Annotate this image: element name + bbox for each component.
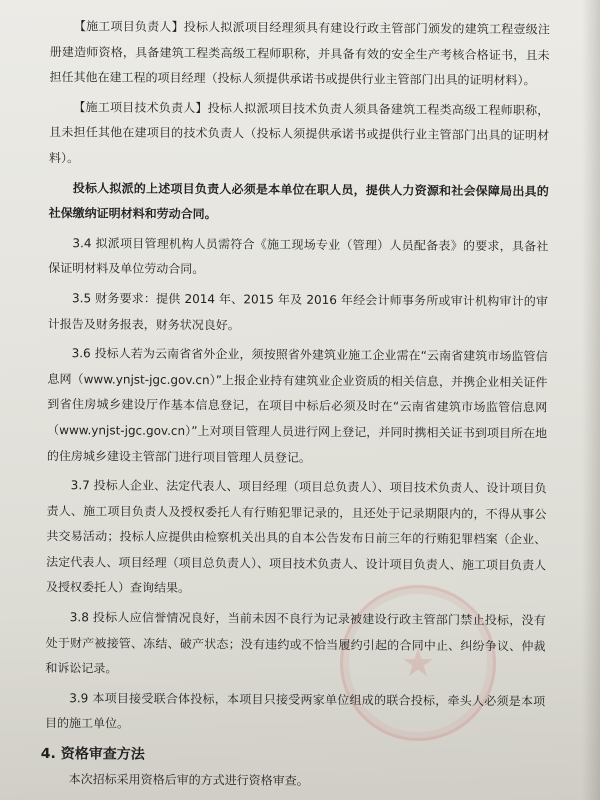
- paragraph-clause-3-9: 3.9 本项目接受联合体投标，本项目只接受两家单位组成的联合投标，牵头人必须是本项目的施工单位。: [44, 690, 546, 732]
- paragraph-clause-3-8: 3.8 投标人应信誉情况良好，当前未因不良行为记录被建设行政主管部门禁止投标，没有处于财产被接管、冻结、破产状态；没有违约或不恰当履约引起的合同中止、纠纷争议、仲裁和诉讼记录。: [45, 610, 546, 676]
- seal-star-icon: ★: [400, 641, 436, 685]
- paragraph-clause-3-4: 3.4 拟派项目管理机构人员需符合《施工现场专业（管理）人员配备表》的要求，具备社保证明材料及单位劳动合同。: [48, 235, 549, 277]
- paragraph-clause-3-6: 3.6 投标人若为云南省省外企业，须按照省外建筑业施工企业需在“云南省建筑市场监管信息网（www.ynjst-jgc.gov.cn）”上报企业持有建筑业企业资质的相关信息，并携企业相关证件到省住房城乡建设厅作基本信息登记，在项目中标后必须及时在“云南省建筑市场监管信息网（www.ynjst-jgc.gov.cn）”上对项目管理人员进行网上登记，并同时携相关证书到项目所在地的住房城乡建设主管部门进行项目管理人员登记。: [46, 346, 548, 465]
- section-heading-qualification-review: 4. 资格审查方法: [40, 745, 145, 763]
- paragraph-clause-3-5: 3.5 财务要求：提供 2014 年、2015 年及 2016 年经会计师事务所或审计机构审计的审计报告及财务报表，财务状况良好。: [47, 291, 549, 332]
- paragraph-clause-3-7: 3.7 投标人企业、法定代表人、项目经理（项目总负责人）、项目技术负责人、设计项目负责人、施工项目负责人及授权委托人有行贿犯罪记录的，且还处于记录期限内的，不得从事公共交易活动；投标人应提供由检察机关出具的自本公告发布日前三年的行贿犯罪档案（企业、法定代表人、项目经理（项目总负责人）、项目技术负责人、设计项目负责人、施工项目负责人及授权委托人）查询结果。: [45, 478, 547, 596]
- paragraph-project-manager: 【施工项目负责人】投标人拟派项目经理须具有建设行政主管部门颁发的建筑工程壹级注册建造师资格，具备建筑工程类高级工程师职称，并具备有效的安全生产考核合格证书，且未担任其他在建工程的项目经理（投标人须提供承诺书或提供行业主管部门出具的证明材料）。: [49, 19, 550, 88]
- paragraph-review-method: 本次招标采用资格后审的方式进行资格审查。: [68, 772, 309, 788]
- paragraph-in-service-staff: 投标人拟派的上述项目负责人必须是本单位在职人员，提供人力资源和社会保障局出具的社保缴纳证明材料和劳动合同。: [48, 180, 549, 222]
- paragraph-technical-lead: 【施工项目技术负责人】投标人拟派项目技术负责人须具备建筑工程类高级工程师职称，且未担任其他在建项目的技术负责人（投标人须提供承诺书或提供行业主管部门出具的证明材料）。: [48, 99, 550, 166]
- document-body: [40, 14, 550, 800]
- page-shadow: [582, 0, 600, 800]
